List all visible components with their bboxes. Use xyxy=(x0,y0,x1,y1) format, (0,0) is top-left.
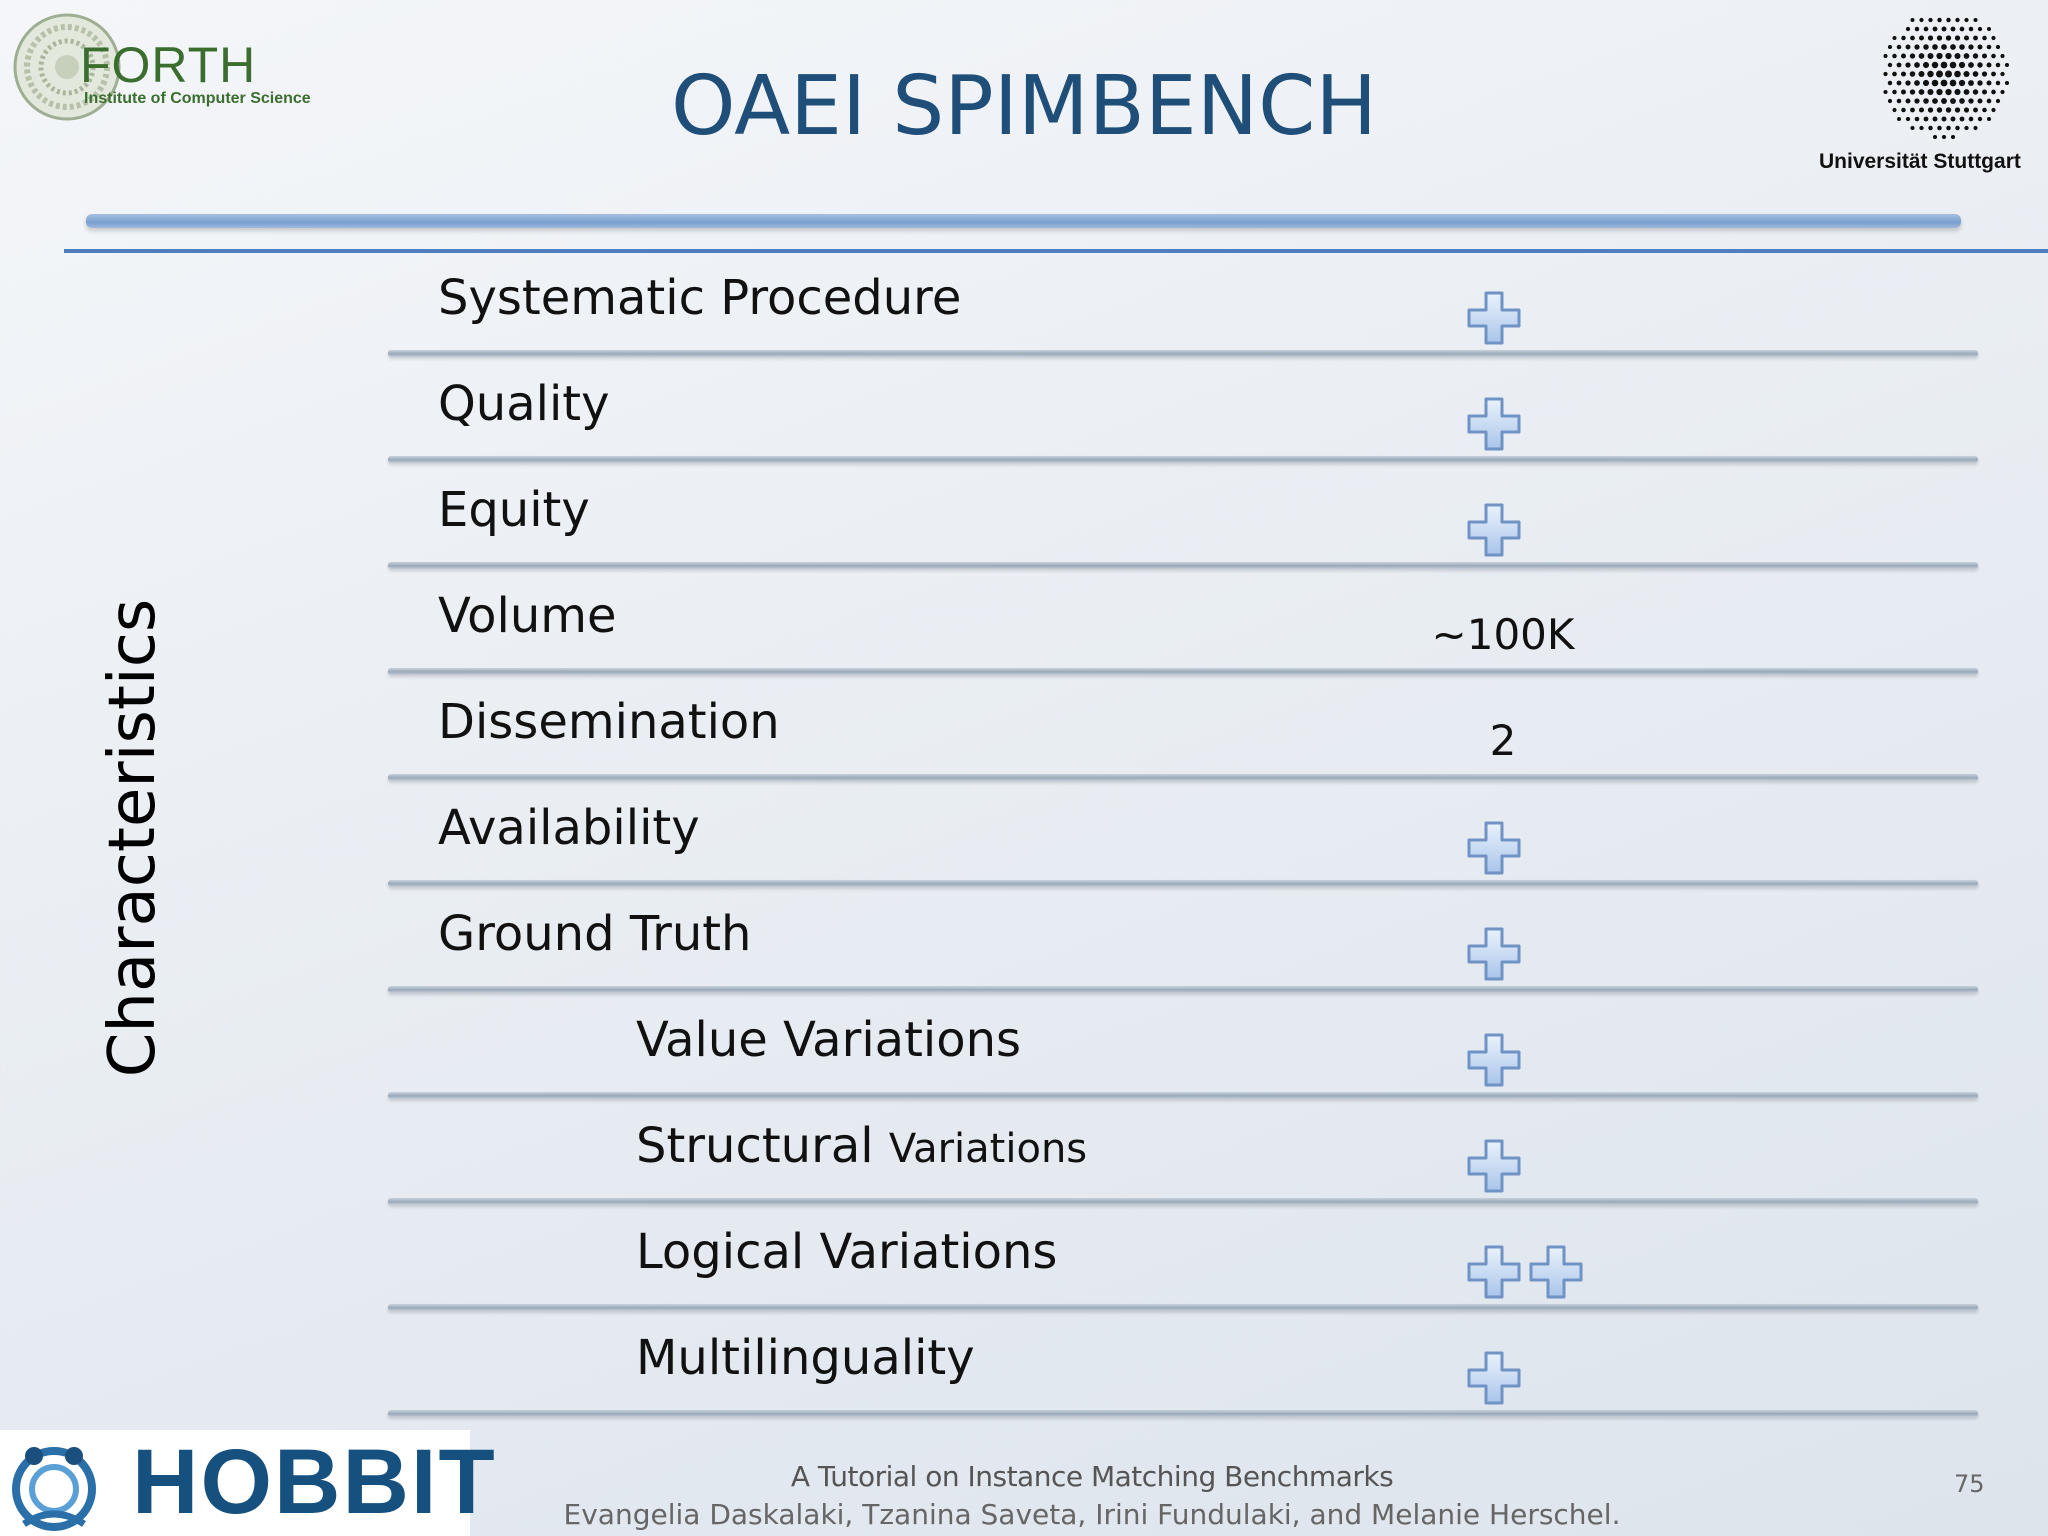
plus-icon xyxy=(1466,502,1522,558)
plus-rating xyxy=(1466,1244,1584,1300)
table-row xyxy=(388,890,1978,996)
slide-title: OAEI SPIMBENCH xyxy=(670,59,1377,154)
row-label: Equity xyxy=(438,482,590,538)
row-divider xyxy=(388,668,1978,675)
characteristics-label: Characteristics xyxy=(96,598,170,1078)
stuttgart-dots-icon xyxy=(1875,8,2015,143)
plus-icon xyxy=(1466,820,1522,876)
row-divider xyxy=(388,1198,1978,1205)
row-label: Logical Variations xyxy=(636,1224,1058,1280)
plus-rating xyxy=(1466,1032,1522,1088)
row-label: Systematic Procedure xyxy=(438,270,962,326)
plus-rating xyxy=(1466,926,1522,982)
row-label: Ground Truth xyxy=(438,906,752,962)
table-row xyxy=(388,1314,1978,1420)
table-row xyxy=(388,996,1978,1102)
row-divider xyxy=(388,562,1978,569)
table-row xyxy=(388,1102,1978,1208)
table-row xyxy=(388,1208,1978,1314)
page-number: 75 xyxy=(1954,1470,1985,1498)
row-divider xyxy=(388,880,1978,887)
plus-rating xyxy=(1466,1138,1522,1194)
plus-icon xyxy=(1466,926,1522,982)
row-label: Value Variations xyxy=(636,1012,1022,1068)
hobbit-logo-name: HOBBIT xyxy=(132,1431,497,1533)
forth-logo-subtitle: Institute of Computer Science xyxy=(84,90,311,107)
row-value: 2 xyxy=(1489,716,1517,765)
table-row xyxy=(388,572,1978,678)
header-accent-bar xyxy=(86,214,1961,228)
forth-logo-name: FORTH xyxy=(80,37,257,93)
plus-rating xyxy=(1466,502,1522,558)
row-value: ~100K xyxy=(1431,610,1575,659)
row-label: Structural Variations xyxy=(636,1118,1088,1174)
table-row xyxy=(388,254,1978,360)
row-divider xyxy=(388,1304,1978,1311)
stuttgart-logo xyxy=(1815,8,2048,178)
row-label: Quality xyxy=(438,376,610,432)
table-row xyxy=(388,784,1978,890)
row-divider xyxy=(388,456,1978,463)
plus-rating xyxy=(1466,1350,1522,1406)
table-row xyxy=(388,466,1978,572)
plus-icon xyxy=(1466,1350,1522,1406)
row-label: Dissemination xyxy=(438,694,780,750)
table-row xyxy=(388,360,1978,466)
plus-icon xyxy=(1466,396,1522,452)
plus-icon xyxy=(1466,1138,1522,1194)
stuttgart-logo-name: Universität Stuttgart xyxy=(1819,150,2021,173)
row-label: Multilinguality xyxy=(636,1330,975,1386)
row-divider xyxy=(388,1092,1978,1099)
plus-rating xyxy=(1466,290,1522,346)
plus-rating xyxy=(1466,396,1522,452)
footer-authors: Evangelia Daskalaki, Tzanina Saveta, Irini Fundulaki, and Melanie Herschel. xyxy=(563,1498,1621,1531)
row-divider xyxy=(388,350,1978,357)
header-divider xyxy=(64,249,2048,253)
row-divider xyxy=(388,1410,1978,1417)
row-divider xyxy=(388,774,1978,781)
footer-title: A Tutorial on Instance Matching Benchmarks xyxy=(790,1460,1394,1493)
table-row xyxy=(388,678,1978,784)
row-divider xyxy=(388,986,1978,993)
plus-icon xyxy=(1466,290,1522,346)
row-label: Volume xyxy=(438,588,617,644)
row-label: Availability xyxy=(438,800,700,856)
plus-icon xyxy=(1528,1244,1584,1300)
plus-icon xyxy=(1466,1032,1522,1088)
plus-icon xyxy=(1466,1244,1522,1300)
plus-rating xyxy=(1466,820,1522,876)
